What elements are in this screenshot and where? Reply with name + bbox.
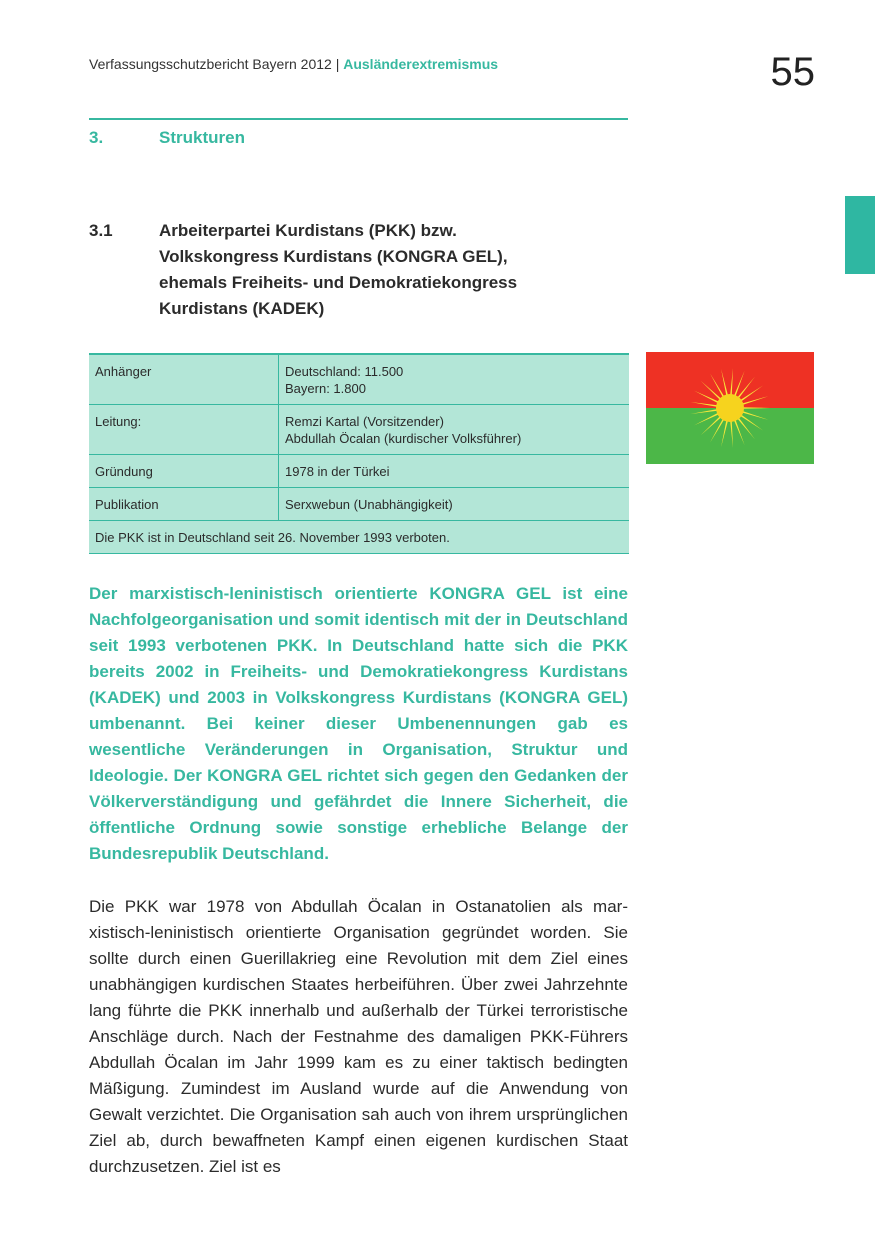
section-title: Strukturen bbox=[159, 128, 245, 147]
subsection-number: 3.1 bbox=[89, 221, 113, 240]
subsection-heading bbox=[89, 218, 628, 322]
section-heading bbox=[89, 128, 628, 148]
kurdish-flag-icon bbox=[646, 352, 814, 464]
subsection-title-line: Volkskongress Kurdistans (KONGRA GEL), bbox=[159, 247, 508, 266]
section-name: Ausländerextremismus bbox=[343, 56, 499, 72]
table-footer-row bbox=[89, 521, 629, 554]
value-line: Abdullah Öcalan (kurdischer Volksführer) bbox=[285, 431, 522, 446]
row-label: Leitung: bbox=[89, 405, 279, 455]
row-label: Publikation bbox=[89, 488, 279, 521]
value-line: 1978 in der Türkei bbox=[285, 464, 390, 479]
row-value bbox=[279, 488, 630, 521]
row-value bbox=[279, 354, 630, 405]
row-label: Anhänger bbox=[89, 354, 279, 405]
section-number: 3. bbox=[89, 128, 104, 147]
page-number: 55 bbox=[770, 50, 815, 94]
row-label: Gründung bbox=[89, 455, 279, 488]
chapter-tab-marker bbox=[845, 196, 875, 274]
subsection-title-line: ehemals Freiheits- und Demokratiekongress bbox=[159, 273, 518, 292]
organization-fact-table bbox=[89, 353, 629, 554]
subsection-title-line: Arbeiterpartei Kurdistans (PKK) bzw. bbox=[159, 221, 457, 240]
ban-note: Die PKK ist in Deutschland seit 26. November 1993 verboten. bbox=[89, 521, 629, 554]
running-title: Verfassungsschutzbericht Bayern 2012 bbox=[89, 56, 332, 72]
row-value bbox=[279, 455, 630, 488]
value-line: Remzi Kartal (Vorsitzender) bbox=[285, 414, 444, 429]
section-rule bbox=[89, 118, 628, 120]
value-line: Serxwebun (Unabhängigkeit) bbox=[285, 497, 453, 512]
running-header bbox=[89, 56, 498, 72]
table-row bbox=[89, 405, 629, 455]
lead-paragraph: Der marxistisch-leninistisch orientierte KONGRA GEL ist eine Nachfolgeorganisation und somit identisch mit der in Deutschland seit 1993 verbotenen PKK. In Deutschland hatte sich die PKK bereits 2002 in Freiheits- und Demokratiekongress Kurdistans (KADEK) und 2003 in Volkskongress Kurdistans (KONGRA GEL) umbenannt. Bei keiner dieser Umbenennungen gab es wesentliche Veränderungen in Organisation, Struktur und Ideologie. Der KONGRA GEL richtet sich gegen den Gedanken der Völkerverständigung und gefährdet die Innere Sicherheit, die öffentliche Ordnung sowie sonstige erhebliche Belange der Bundesrepublik Deutschland. bbox=[89, 584, 628, 863]
subsection-title bbox=[159, 218, 517, 322]
header-separator: | bbox=[331, 56, 344, 72]
flag-sun-core bbox=[716, 394, 744, 422]
value-line: Deutschland: 11.500 bbox=[285, 364, 404, 379]
row-value bbox=[279, 405, 630, 455]
subsection-title-line: Kurdistans (KADEK) bbox=[159, 299, 325, 318]
table-row bbox=[89, 455, 629, 488]
table-row bbox=[89, 354, 629, 405]
table-row bbox=[89, 488, 629, 521]
value-line: Bayern: 1.800 bbox=[285, 381, 366, 396]
body-paragraph: Die PKK war 1978 von Abdullah Öcalan in Ostanatolien als marxistisch-leninistisch orientierte Organisation gegründet worden. Sie sollte durch einen Guerillakrieg eine Revolution mit dem Ziel eines unabhängigen kurdischen Staates herbeiführen. Über zwei Jahrzehnte lang führte die PKK innerhalb und außerhalb der Türkei terroristische Anschläge durch. Nach der Festnahme des damaligen PKK-Führers Abdullah Öcalan im Jahr 1999 kam es zu einer taktisch bedingten Mäßigung. Zumindest im Ausland wurde auf die Anwendung von Gewalt verzichtet. Die Organisation sah auch von ihrem ursprünglichen Ziel ab, durch bewaffneten Kampf einen eigenen kurdischen Staat durchzusetzen. Ziel ist es bbox=[89, 897, 628, 1176]
